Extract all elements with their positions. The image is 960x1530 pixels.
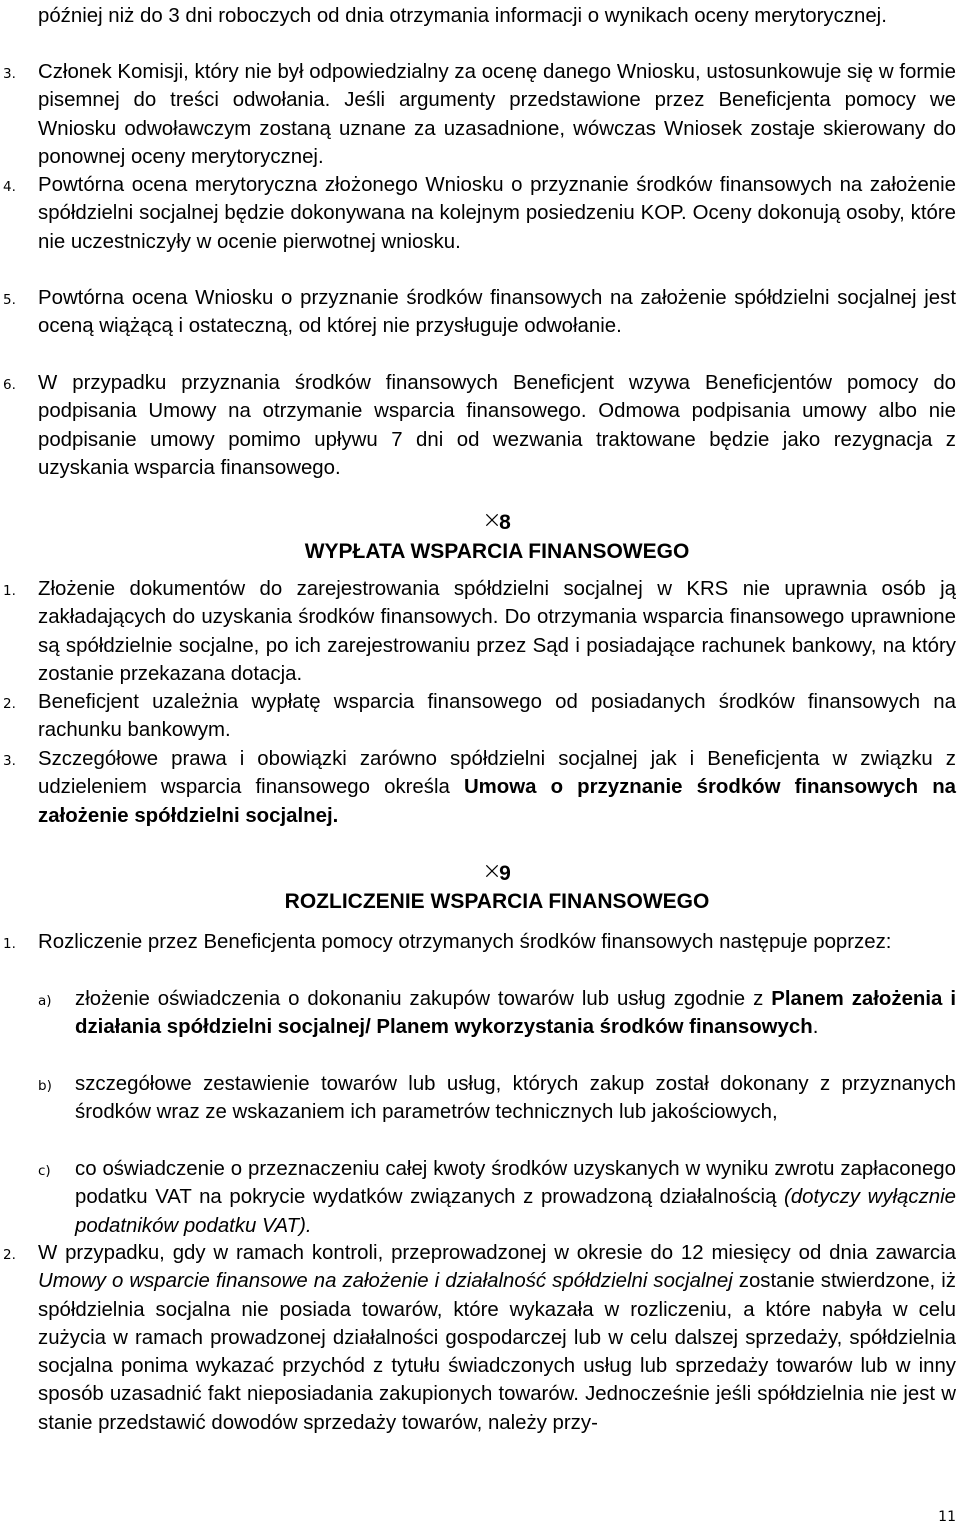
vat-note-italic: (dotyczy wyłącznie podatników podatku VAT).	[75, 1186, 956, 1237]
agreement-name-bold: Umowa o przyznanie środków finansowych na założenie spółdzielni socjalnej.	[38, 776, 956, 827]
agreement-name-italic: Umowy o wsparcie finansowe na założenie i działalność spółdzielni socjalnej	[38, 1270, 733, 1293]
section-number	[38, 508, 956, 537]
page-number: 11	[938, 1509, 956, 1525]
sub-list-text-regular: co oświadczenie o przeznaczeniu całej kwoty środków uzyskanych w wyniku zwrotu zapłaconego podatku VAT na pokrycie wydatków związanych z prowadzoną działalnością	[75, 1158, 956, 1209]
section-number-text: 9	[499, 862, 511, 885]
list-text: Powtórna ocena Wniosku o przyznanie środków finansowych na założenie spółdzielni socjalnej jest oceną wiążącą i ostateczną, od której nie przysługuje odwołanie.	[38, 287, 956, 338]
section-number	[38, 859, 956, 888]
list-number: 2.	[3, 696, 16, 712]
list-text: Beneficjent uzależnia wypłatę wsparcia finansowego od posiadanych środków finansowych na rachunku bankowym.	[38, 691, 956, 742]
section-number-text: 8	[499, 511, 511, 534]
list-text-regular: Szczegółowe prawa i obowiązki zarówno spółdzielni socjalnej jak i Beneficjenta w związku z udzieleniem wsparcia finansowego określa	[38, 748, 956, 799]
list-number: 4.	[3, 179, 16, 195]
list-text-regular: W przypadku, gdy w ramach kontroli, przeprowadzonej w okresie do 12 miesięcy od dnia zawarcia	[38, 1242, 956, 1264]
list-number: 5.	[3, 292, 16, 308]
plan-name-bold: Planem założenia i działania spółdzielni socjalnej/ Planem wykorzystania środków finansowych	[75, 988, 956, 1039]
list-number: 2.	[3, 1247, 16, 1263]
sub-list-text-regular: złożenie oświadczenia o dokonaniu zakupów towarów lub usług zgodnie z	[75, 988, 772, 1010]
list-text	[38, 1239, 956, 1437]
list-number: 3.	[3, 753, 16, 769]
list-text: Złożenie dokumentów do zarejestrowania spółdzielni socjalnej w KRS nie uprawnia osób ją zakładających do uzyskania środków finansowych. Do otrzymania wsparcia finansowego uprawnione są spółdzielnie socjalne, po ich zarejestrowaniu przez Sąd i posiadające rachunek bankowy, na który zostanie przekazana dotacja.	[38, 578, 956, 685]
list-text: Członek Komisji, który nie był odpowiedzialny za ocenę danego Wniosku, ustosunkowuje się w formie pisemnej do treści odwołania. Jeśli argumenty przedstawione przez Beneficjenta pomocy we Wniosku odwoławczym zostaną uznane za uzasadnione, wówczas Wniosek zostaje skierowany do ponownej oceny merytorycznej.	[38, 61, 956, 168]
sub-list-text	[75, 1155, 956, 1240]
list-text: Powtórna ocena merytoryczna złożonego Wniosku o przyznanie środków finansowych na założenie spółdzielni socjalnej będzie dokonywana na kolejnym posiedzeniu KOP. Oceny dokonują osoby, które nie uczestniczyły w ocenie pierwotnej wniosku.	[38, 174, 956, 253]
list-text	[38, 745, 956, 830]
paragraph-continuation: później niż do 3 dni roboczych od dnia otrzymania informacji o wynikach oceny merytorycznej.	[38, 5, 887, 27]
list-number: 3.	[3, 66, 16, 82]
list-text-continued: zostanie stwierdzone, iż spółdzielnia socjalna nie posiada towarów, które wykazała w rozliczeniu, a które nabyła w celu zużycia w ramach prowadzonej działalności gospodarczej lub w celu dalszej sprzedaży, spółdzielnia socjalna ponima wykazać przychód z tytułu świadczonych usług lub sprzedaży towarów lub w inny sposób uzasadnić fakt nieposiadania zakupionych towarów. Jednocześnie jeśli spółdzielnia nie jest w stanie przedstawić dowodów sprzedaży towarów, należy przy-	[38, 1270, 956, 1434]
section-title: ROZLICZENIE WSPARCIA FINANSOWEGO	[284, 890, 710, 913]
sub-list-text: szczegółowe zestawienie towarów lub usług, których zakup został dokonany z przyznanych środków wraz ze wskazaniem ich parametrów technicznych lub jakościowych,	[75, 1073, 956, 1124]
sub-list-letter: c)	[38, 1163, 51, 1179]
list-text: W przypadku przyznania środków finansowych Beneficjent wzywa Beneficjentów pomocy do podpisania Umowy na otrzymanie wsparcia finansowego. Odmowa podpisania umowy albo nie podpisanie umowy pomimo upływu 7 dni od wezwania traktowane będzie jako rezygnacja z uzyskania wsparcia finansowego.	[38, 372, 956, 479]
list-number: 1.	[3, 936, 16, 952]
sub-list-letter: b)	[38, 1078, 52, 1094]
list-number: 1.	[3, 583, 16, 599]
list-number: 6.	[3, 377, 16, 393]
sub-list-text	[75, 985, 956, 1042]
section-title: WYPŁATA WSPARCIA FINANSOWEGO	[304, 540, 690, 563]
list-text: Rozliczenie przez Beneficjenta pomocy otrzymanych środków finansowych następuje poprzez:	[38, 931, 892, 953]
sub-list-letter: a)	[38, 993, 52, 1009]
sub-list-text-end: .	[812, 1016, 819, 1039]
